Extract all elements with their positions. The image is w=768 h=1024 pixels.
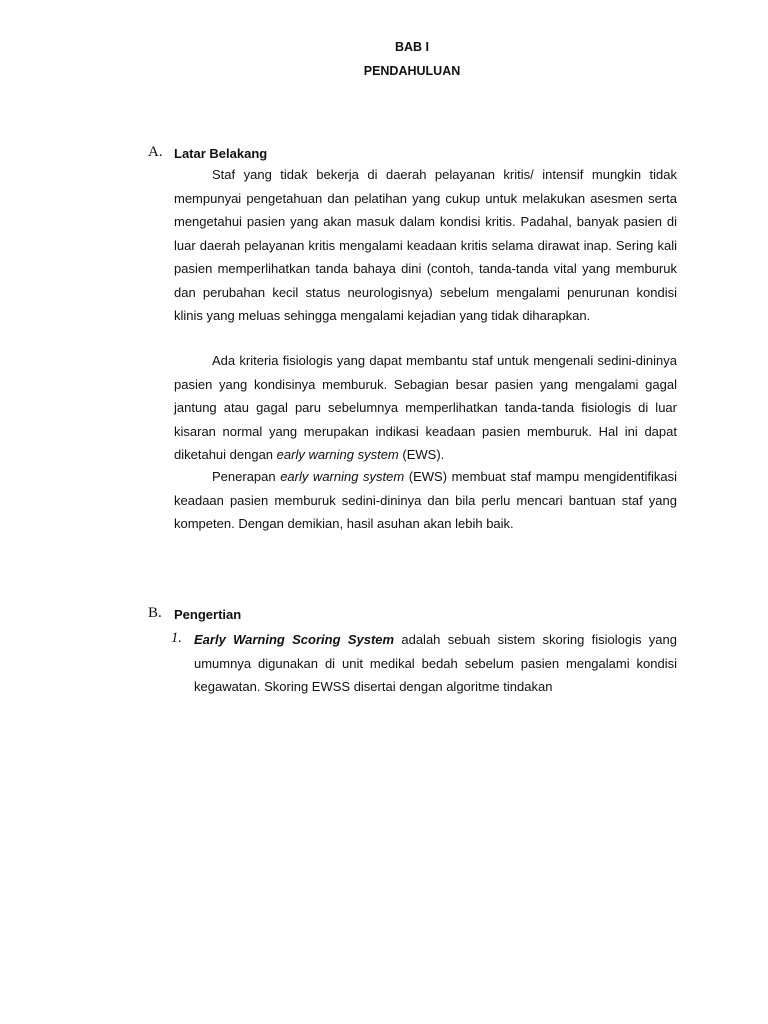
list-item-1-text: adalah sebuah sistem skoring fisiologis yang umumnya digunakan di unit medikal bedah sebelum pasien mengalami kondisi kegawatan. Skoring EWSS disertai dengan algoritme tindakan (194, 632, 677, 694)
paragraph-3-lead: Penerapan (212, 469, 281, 484)
paragraph-1-text: Staf yang tidak bekerja di daerah pelayanan kritis/ intensif mungkin tidak mempunyai pengetahuan dan pelatihan yang cukup untuk melakukan asesmen serta mengetahui pasien yang akan masuk dalam kondisi kritis. Padahal, banyak pasien di luar daerah pelayanan kritis mengalami keadaan kritis selama dirawat inap. Sering kali pasien memperlihatkan tanda bahaya dini (contoh, tanda-tanda vital yang memburuk dan perubahan kecil status neurologisnya) sebelum mengalami penurunan kondisi klinis yang meluas sehingga mengalami kejadian yang tidak diharapkan. (174, 167, 677, 323)
list-item-1-number: 1. (171, 630, 182, 646)
paragraph-3-text: (EWS) membuat staf mampu mengidentifikasi keadaan pasien memburuk sedini-dininya dan bila perlu mencari bantuan staf yang kompeten. Dengan demikian, hasil asuhan akan lebih baik. (174, 469, 677, 531)
chapter-number: BAB I (394, 40, 430, 54)
paragraph-2-tail: (EWS). (398, 447, 445, 462)
section-b-letter: B. (148, 605, 162, 621)
paragraph-3 (174, 465, 677, 536)
paragraph-2-ews-term: early warning system (276, 447, 399, 462)
paragraph-3-ews-term: early warning system (280, 469, 405, 484)
list-item-1 (194, 628, 677, 699)
list-item-1-term: Early Warning Scoring System (194, 632, 395, 647)
section-a-title: Latar Belakang (174, 146, 268, 161)
section-b-title: Pengertian (174, 607, 242, 622)
paragraph-1 (174, 163, 677, 328)
chapter-title: PENDAHULUAN (363, 64, 461, 78)
section-a-letter: A. (148, 144, 163, 160)
paragraph-2 (174, 349, 677, 467)
paragraph-2-text: Ada kriteria fisiologis yang dapat membantu staf untuk mengenali sedini-dininya pasien yang kondisinya memburuk. Sebagian besar pasien yang mengalami gagal jantung atau gagal paru sebelumnya memperlihatkan tanda-tanda fisiologis di luar kisaran normal yang merupakan indikasi keadaan pasien memburuk. Hal ini dapat diketahui dengan (174, 353, 677, 462)
